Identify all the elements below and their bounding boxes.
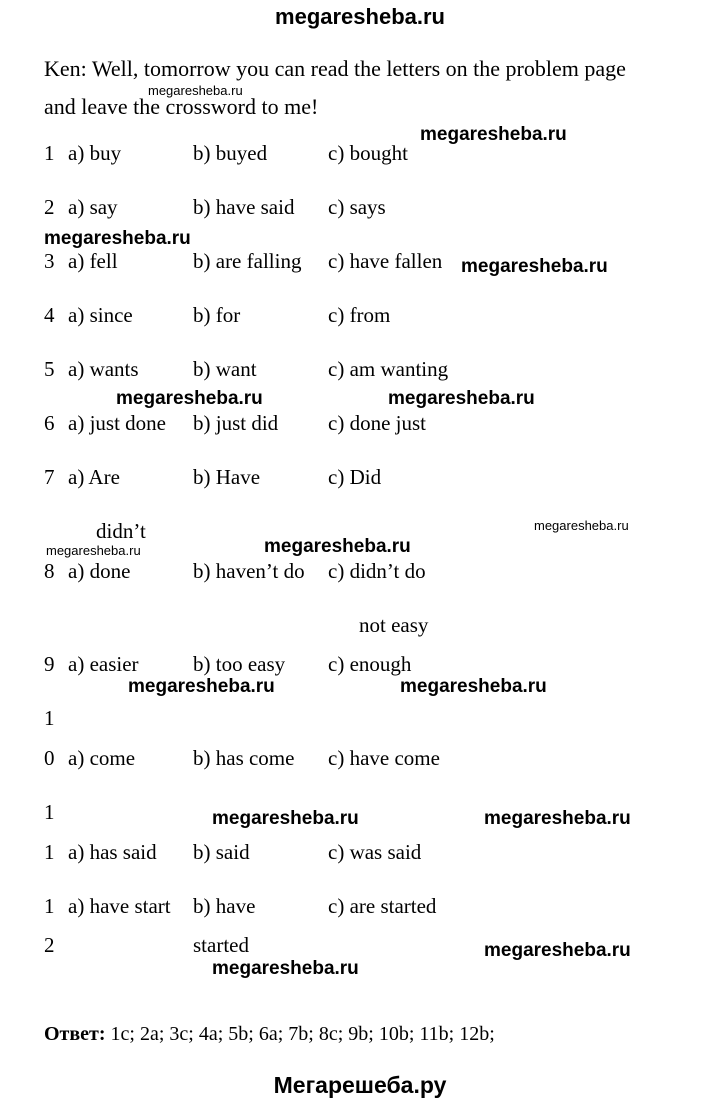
watermark: megaresheba.ru [534,518,629,533]
item-number: 8 [44,559,55,583]
option-a: a) buy [68,141,122,165]
option-b: b) buyed [193,141,268,165]
option-b: b) are falling [193,249,302,273]
option-a: a) have start [68,894,171,918]
watermark: megaresheba.ru [212,808,359,829]
option-c: c) bought [328,141,408,165]
option-a: a) has said [68,840,157,864]
option-b: b) have said [193,195,295,219]
option-c: c) from [328,303,391,327]
footer-brand: Мегарешеба.ру [273,1072,447,1098]
option-c: c) are started [328,894,437,918]
option-a: a) since [68,303,133,327]
item-number-top: 1 [44,800,55,824]
option-a: a) come [68,746,136,770]
option-b: b) has come [193,746,295,770]
option-b: b) said [193,840,250,864]
answer-line [44,1024,495,1044]
option-a: a) easier [68,652,139,676]
option-a: a) done [68,559,131,583]
item-number-top: 1 [44,894,55,918]
option-c: c) have come [328,746,440,770]
item-number: 4 [44,303,55,327]
watermark: megaresheba.ru [116,388,263,409]
option-b: b) haven’t do [193,559,305,583]
intro-line-1: Ken: Well, tomorrow you can read the letters on the problem page [44,56,626,81]
option-c: c) says [328,195,386,219]
watermark: megaresheba.ru [484,808,631,829]
option-c: c) enough [328,652,412,676]
option-b: b) too easy [193,652,286,676]
option-c: c) am wanting [328,357,449,381]
option-c: c) was said [328,840,422,864]
watermark: megaresheba.ru [264,536,411,557]
watermark: megaresheba.ru [44,228,191,249]
watermark: megaresheba.ru [148,83,243,98]
item-number: 1 [44,840,55,864]
watermark: megaresheba.ru [46,543,141,558]
watermark: megaresheba.ru [128,676,275,697]
watermark: megaresheba.ru [420,124,567,145]
watermark: megaresheba.ru [212,958,359,979]
intro-line-2: and leave the crossword to me! [44,94,319,119]
item-number-bottom: 2 [44,933,55,957]
option-b: b) for [193,303,241,327]
item-number: 2 [44,195,55,219]
item-number: 1 [44,141,55,165]
option-c: c) done just [328,411,426,435]
item-number-top: 1 [44,706,55,730]
answer-label: Ответ: [44,1023,106,1045]
option-a: a) Are [68,465,120,489]
watermark: megaresheba.ru [400,676,547,697]
option-c: c) have fallen [328,249,443,273]
watermark: megaresheba.ru [484,940,631,961]
option-b: b) have [193,894,256,918]
watermark: megaresheba.ru [388,388,535,409]
option-b: b) want [193,357,257,381]
option-a: a) wants [68,357,139,381]
watermark: megaresheba.ru [461,256,608,277]
item-number: 6 [44,411,55,435]
option-b-continued: started [193,933,249,957]
item-number: 0 [44,746,55,770]
option-a-continued: didn’t [96,519,146,543]
option-a: a) just done [68,411,166,435]
option-a: a) say [68,195,118,219]
option-b: b) Have [193,465,261,489]
option-b: b) just did [193,411,279,435]
option-c-prefix: not easy [359,613,429,637]
answer-text: 1c; 2a; 3c; 4a; 5b; 6a; 7b; 8c; 9b; 10b; 11b; 12b; [110,1023,495,1045]
option-c: c) Did [328,465,382,489]
header-watermark: megaresheba.ru [275,4,445,29]
option-a: a) fell [68,249,118,273]
option-c: c) didn’t do [328,559,426,583]
item-number: 9 [44,652,55,676]
item-number: 5 [44,357,55,381]
item-number: 3 [44,249,55,273]
item-number: 7 [44,465,55,489]
